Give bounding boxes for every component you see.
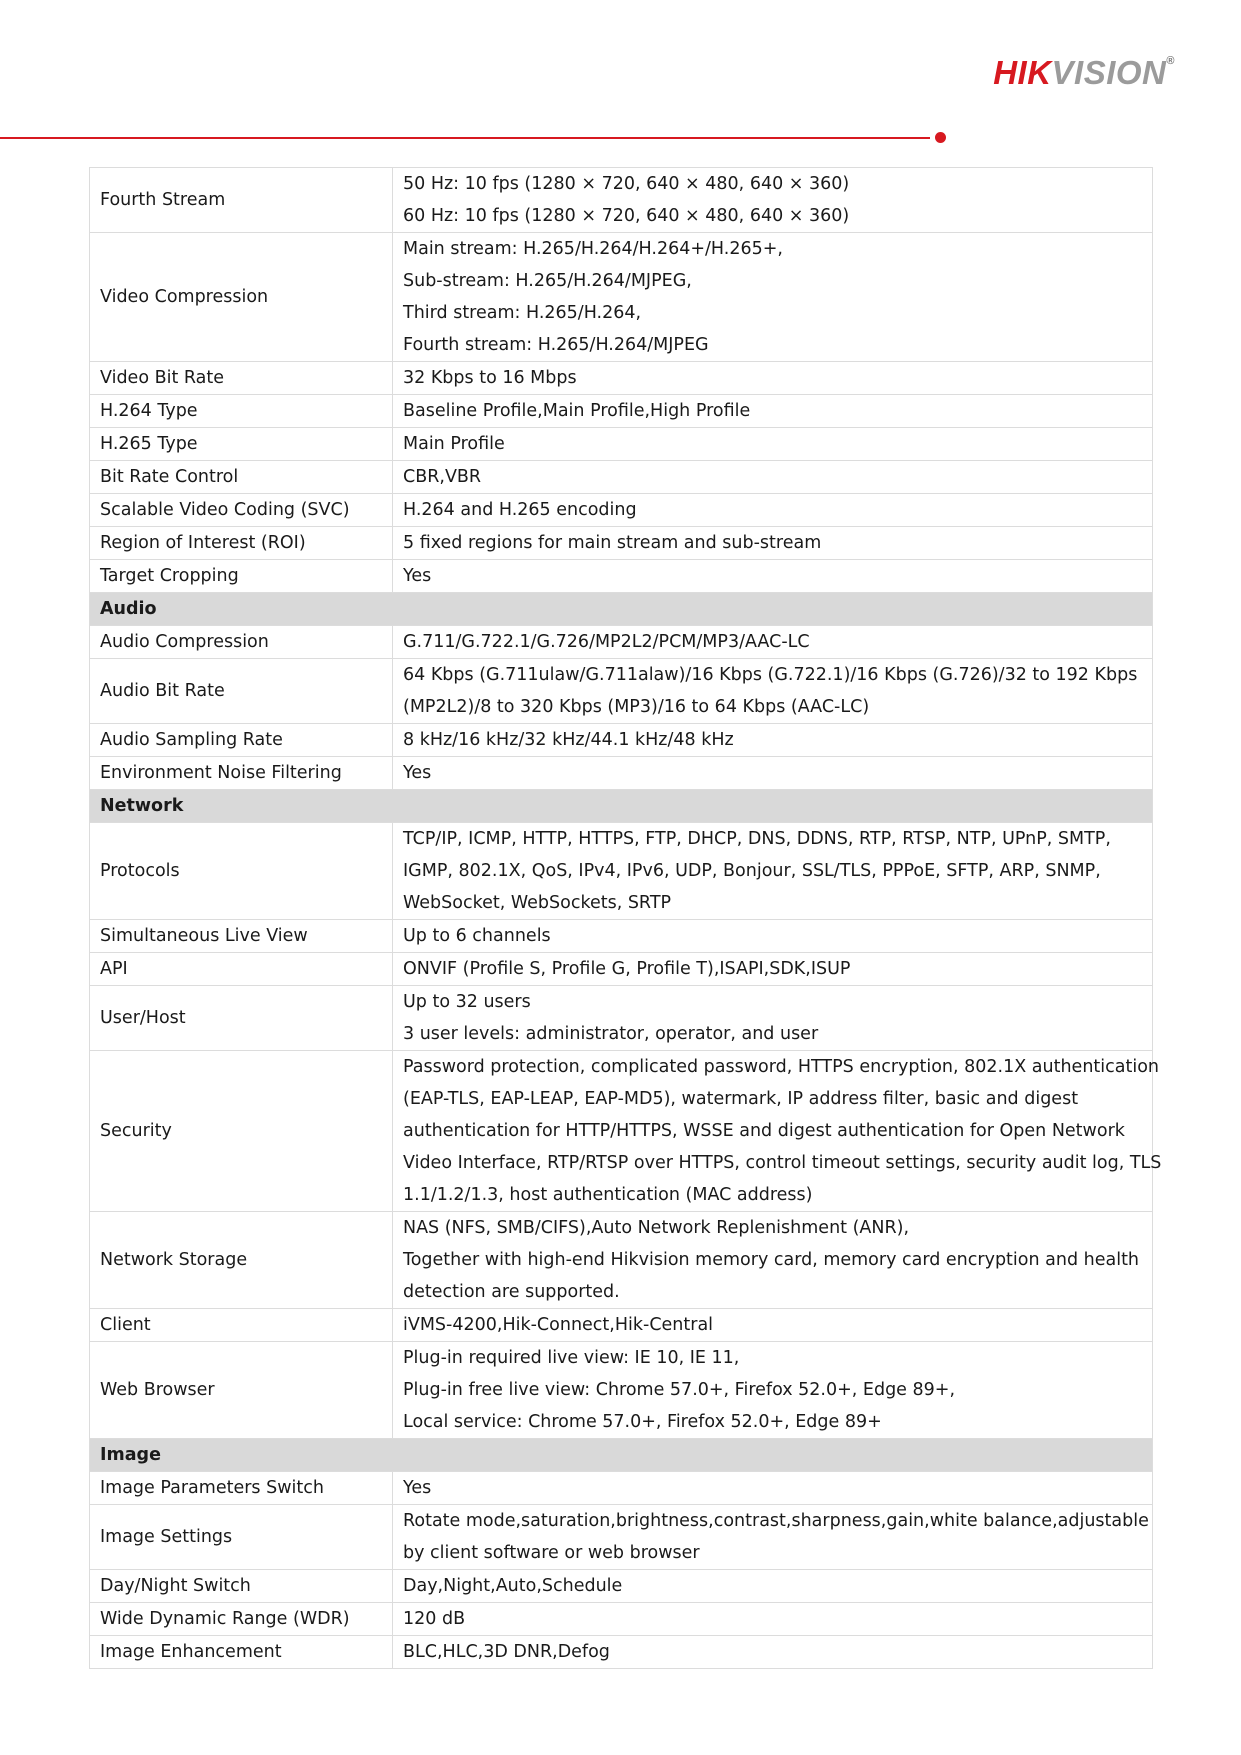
spec-label: Protocols: [90, 823, 393, 920]
spec-value-line: Yes: [403, 1478, 432, 1498]
spec-label: Image Parameters Switch: [90, 1472, 393, 1505]
spec-value: [393, 1051, 1162, 1212]
spec-row: [90, 1636, 1153, 1669]
spec-row: [90, 461, 1153, 494]
spec-value-line: 3 user levels: administrator, operator, and user: [403, 1024, 819, 1044]
spec-value-line: ONVIF (Profile S, Profile G, Profile T),ISAPI,SDK,ISUP: [403, 959, 851, 979]
spec-value: [393, 168, 1153, 233]
spec-value: [393, 1636, 1153, 1669]
spec-row: [90, 1505, 1153, 1570]
spec-value-line: NAS (NFS, SMB/CIFS),Auto Network Replenishment (ANR),: [403, 1218, 910, 1238]
spec-label: H.265 Type: [90, 428, 393, 461]
spec-value-line: 8 kHz/16 kHz/32 kHz/44.1 kHz/48 kHz: [403, 730, 734, 750]
spec-row: [90, 823, 1153, 920]
spec-value-line: 60 Hz: 10 fps (1280 × 720, 640 × 480, 640 × 360): [403, 206, 850, 226]
spec-row: [90, 494, 1153, 527]
spec-value-line: Rotate mode,saturation,brightness,contrast,sharpness,gain,white balance,adjustable: [403, 1511, 1149, 1531]
spec-value-line: Up to 6 channels: [403, 926, 551, 946]
spec-value: [393, 986, 1153, 1051]
spec-value: [393, 1309, 1153, 1342]
spec-label: Environment Noise Filtering: [90, 757, 393, 790]
spec-label: Region of Interest (ROI): [90, 527, 393, 560]
spec-row: [90, 757, 1153, 790]
brand-logo: [993, 56, 1175, 89]
spec-row: [90, 428, 1153, 461]
spec-row: [90, 1212, 1153, 1309]
spec-label: User/Host: [90, 986, 393, 1051]
spec-value-line: Sub-stream: H.265/H.264/MJPEG,: [403, 271, 692, 291]
spec-row: [90, 233, 1153, 362]
header-divider-dot: [935, 132, 946, 143]
spec-value-line: TCP/IP, ICMP, HTTP, HTTPS, FTP, DHCP, DNS, DDNS, RTP, RTSP, NTP, UPnP, SMTP,: [403, 829, 1111, 849]
spec-value-line: Yes: [403, 763, 432, 783]
spec-label: Video Bit Rate: [90, 362, 393, 395]
spec-value: [393, 461, 1153, 494]
spec-value: [393, 757, 1153, 790]
logo-text-gray: VISION: [1051, 54, 1167, 91]
spec-value-line: G.711/G.722.1/G.726/MP2L2/PCM/MP3/AAC-LC: [403, 632, 810, 652]
section-title: Image: [90, 1439, 1153, 1472]
spec-value-line: Day,Night,Auto,Schedule: [403, 1576, 623, 1596]
spec-value-line: BLC,HLC,3D DNR,Defog: [403, 1642, 610, 1662]
spec-row: [90, 1309, 1153, 1342]
spec-label: Bit Rate Control: [90, 461, 393, 494]
spec-label: Web Browser: [90, 1342, 393, 1439]
spec-row: [90, 920, 1153, 953]
spec-label: Simultaneous Live View: [90, 920, 393, 953]
spec-label: Image Enhancement: [90, 1636, 393, 1669]
spec-value: [393, 1212, 1153, 1309]
spec-value-line: Main Profile: [403, 434, 505, 454]
spec-value-line: 32 Kbps to 16 Mbps: [403, 368, 577, 388]
spec-table: [89, 167, 1162, 1669]
spec-value-line: Password protection, complicated password, HTTPS encryption, 802.1X authentication: [403, 1057, 1159, 1077]
spec-value-line: CBR,VBR: [403, 467, 482, 487]
spec-label: Audio Sampling Rate: [90, 724, 393, 757]
spec-value-line: authentication for HTTP/HTTPS, WSSE and digest authentication for Open Network: [403, 1121, 1125, 1141]
spec-label: Wide Dynamic Range (WDR): [90, 1603, 393, 1636]
spec-table-body: [90, 168, 1162, 1669]
spec-value: [393, 1603, 1153, 1636]
section-header: [90, 1439, 1153, 1472]
spec-row: [90, 168, 1153, 233]
spec-row: [90, 1570, 1153, 1603]
spec-value-line: Baseline Profile,Main Profile,High Profile: [403, 401, 751, 421]
spec-row: [90, 527, 1153, 560]
spec-value: [393, 560, 1153, 593]
spec-value-line: Fourth stream: H.265/H.264/MJPEG: [403, 335, 709, 355]
spec-value: [393, 823, 1153, 920]
spec-value: [393, 626, 1153, 659]
spec-label: Audio Compression: [90, 626, 393, 659]
header-divider-line: [0, 137, 930, 139]
spec-value: [393, 494, 1153, 527]
spec-value: [393, 362, 1153, 395]
section-header: [90, 790, 1153, 823]
section-header: [90, 593, 1153, 626]
spec-row: [90, 953, 1153, 986]
spec-value-line: Main stream: H.265/H.264/H.264+/H.265+,: [403, 239, 783, 259]
spec-value-line: Third stream: H.265/H.264,: [403, 303, 642, 323]
spec-label: Fourth Stream: [90, 168, 393, 233]
spec-label: Day/Night Switch: [90, 1570, 393, 1603]
spec-value-line: Yes: [403, 566, 432, 586]
spec-label: Client: [90, 1309, 393, 1342]
spec-value: [393, 527, 1153, 560]
section-title: Network: [90, 790, 1153, 823]
spec-label: Video Compression: [90, 233, 393, 362]
spec-value-line: WebSocket, WebSockets, SRTP: [403, 893, 672, 913]
spec-label: Target Cropping: [90, 560, 393, 593]
spec-value: [393, 659, 1153, 724]
spec-value-line: 50 Hz: 10 fps (1280 × 720, 640 × 480, 640 × 360): [403, 174, 850, 194]
spec-label: Network Storage: [90, 1212, 393, 1309]
spec-row: [90, 1342, 1153, 1439]
spec-row: [90, 1472, 1153, 1505]
spec-label: Audio Bit Rate: [90, 659, 393, 724]
spec-value: [393, 724, 1153, 757]
spec-row: [90, 560, 1153, 593]
spec-label: API: [90, 953, 393, 986]
spec-row: [90, 724, 1153, 757]
spec-value-line: IGMP, 802.1X, QoS, IPv4, IPv6, UDP, Bonjour, SSL/TLS, PPPoE, SFTP, ARP, SNMP,: [403, 861, 1101, 881]
spec-value: [393, 1570, 1153, 1603]
spec-value-line: 120 dB: [403, 1609, 466, 1629]
spec-value-line: by client software or web browser: [403, 1543, 700, 1563]
spec-row: [90, 986, 1153, 1051]
spec-value: [393, 233, 1153, 362]
spec-label: Security: [90, 1051, 393, 1212]
spec-value-line: (EAP-TLS, EAP-LEAP, EAP-MD5), watermark, IP address filter, basic and digest: [403, 1089, 1079, 1109]
spec-row: [90, 362, 1153, 395]
spec-value-line: H.264 and H.265 encoding: [403, 500, 637, 520]
spec-row: [90, 395, 1153, 428]
spec-value: [393, 428, 1153, 461]
section-title: Audio: [90, 593, 1153, 626]
spec-row: [90, 659, 1153, 724]
spec-value: [393, 1472, 1153, 1505]
spec-value-line: iVMS-4200,Hik-Connect,Hik-Central: [403, 1315, 714, 1335]
spec-value-line: Plug-in free live view: Chrome 57.0+, Firefox 52.0+, Edge 89+,: [403, 1380, 956, 1400]
spec-value-line: 1.1/1.2/1.3, host authentication (MAC address): [403, 1185, 813, 1205]
spec-row: [90, 1051, 1153, 1212]
spec-value: [393, 395, 1153, 428]
spec-label: Scalable Video Coding (SVC): [90, 494, 393, 527]
spec-label: H.264 Type: [90, 395, 393, 428]
spec-value-line: Plug-in required live view: IE 10, IE 11,: [403, 1348, 740, 1368]
spec-value: [393, 920, 1153, 953]
spec-value: [393, 1342, 1153, 1439]
spec-value-line: Up to 32 users: [403, 992, 531, 1012]
spec-value-line: Local service: Chrome 57.0+, Firefox 52.0+, Edge 89+: [403, 1412, 882, 1432]
logo-registered-mark: ®: [1166, 55, 1175, 67]
spec-row: [90, 626, 1153, 659]
spec-value-line: 5 fixed regions for main stream and sub-stream: [403, 533, 822, 553]
spec-value-line: 64 Kbps (G.711ulaw/G.711alaw)/16 Kbps (G.722.1)/16 Kbps (G.726)/32 to 192 Kbps: [403, 665, 1138, 685]
spec-value-line: Video Interface, RTP/RTSP over HTTPS, control timeout settings, security audit log, TLS: [403, 1153, 1162, 1173]
logo-text-red: HIK: [993, 54, 1052, 91]
spec-value-line: (MP2L2)/8 to 320 Kbps (MP3)/16 to 64 Kbps (AAC-LC): [403, 697, 870, 717]
spec-value-line: detection are supported.: [403, 1282, 620, 1302]
spec-value-line: Together with high-end Hikvision memory card, memory card encryption and health: [403, 1250, 1140, 1270]
spec-row: [90, 1603, 1153, 1636]
spec-label: Image Settings: [90, 1505, 393, 1570]
spec-value: [393, 953, 1153, 986]
spec-value: [393, 1505, 1153, 1570]
